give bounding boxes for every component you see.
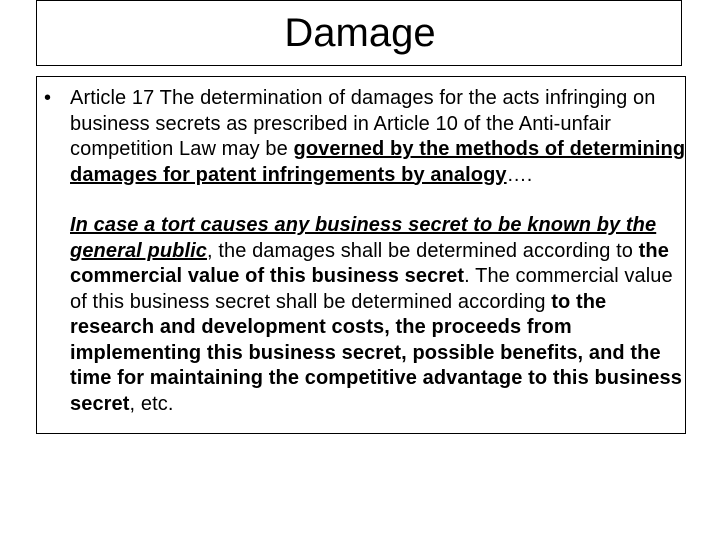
commercial-value-emphasis: the commercial value of this business secret: [70, 239, 669, 287]
article-paragraph: [70, 86, 690, 188]
analogy-emphasis: governed by the methods of determining damages for patent infringements by analogy: [70, 138, 686, 186]
factors-emphasis: to the research and development costs, the proceeds from implementing this business secret, possible benefits, and the time for maintaining the competitive advantage to this business secret: [70, 290, 682, 415]
tort-text-2: . The commercial value of this business secret shall be determined according: [70, 265, 673, 313]
tort-text-3: , etc.: [129, 392, 174, 415]
slide-body: [70, 86, 690, 417]
article-lead-text: Article 17 The determination of damages for the acts infringing on business secrets as prescribed in Article 10 of the Anti-unfair competition Law may be: [70, 87, 656, 160]
tort-text-1: , the damages shall be determined according to: [207, 239, 639, 262]
bullet-marker: •: [44, 87, 52, 109]
slide-title: Damage: [284, 11, 436, 55]
title-box: [36, 0, 682, 66]
tort-emphasis: In case a tort causes any business secret to be known by the general public: [70, 214, 657, 262]
article-ellipsis: ….: [506, 163, 533, 186]
tort-paragraph: [70, 213, 690, 417]
